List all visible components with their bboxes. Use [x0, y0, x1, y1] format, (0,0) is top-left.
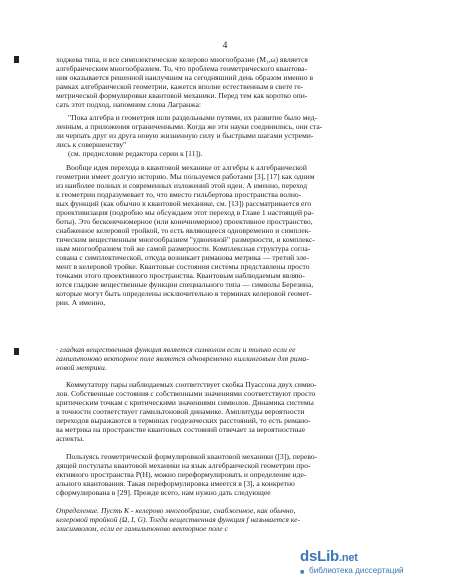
text-line: критическим точкам с критическими значениями символов. Динамика системы	[56, 398, 314, 407]
text-line: мент в келеровой тройке. Квантовые состояния системы представлены просто	[56, 262, 310, 271]
text-line: ются гладкие вещественные функции специального типа — символы Березина,	[56, 280, 314, 289]
text-line: тическим вещественным многообразием "удвоенной" размерности, и комплекс-	[56, 235, 315, 244]
quote-line: ленным, а приложения ограниченными. Когда же эти науки соединились, они ста-	[56, 122, 323, 131]
watermark-subtitle: библиотека диссертаций	[309, 566, 404, 575]
text-line: сована с симплектической, откуда возникает риманова метрика — третий эле-	[56, 253, 309, 262]
quote-line: ли черпать друг из друга новую жизненную силу и быстрыми шагами устреми-	[56, 131, 314, 140]
text-line: ния оказывается решенной наилучшим на сегодняшний день образом именно в	[56, 73, 314, 82]
text-line: ва метрика на пространстве квантовых состояний отвечает за вероятностные	[56, 425, 306, 434]
text-line: аспекты.	[56, 434, 85, 443]
text-line: Вообще идея перехода в квантовой механике от алгебры к алгебраической	[66, 163, 307, 172]
text-line: к геометрии подразумевает то, что вместо гильбертова пространства волно-	[56, 190, 302, 199]
text-line: боты). Это бесконечномерное (или конечномерное) проективное пространство,	[56, 217, 313, 226]
text-line: ным многообразием той же самой размерности. Комплексная структура согла-	[56, 244, 311, 253]
text-line: алгебраическим многообразием. То, что проблема геометрического квантова-	[56, 64, 308, 73]
text-line: проективизация (подробно мы обсуждаем этот переход в Главе 1 настоящей ра-	[56, 208, 314, 217]
text-line: рамках алгебраической геометрии, кажется вполне естественным в свете ге-	[56, 82, 304, 91]
watermark[interactable]	[300, 544, 446, 578]
text-line: точками этого проективного пространства. Квантовым наблюдаемым являю-	[56, 271, 305, 280]
text-line: геометрии имеет долгую историю. Мы пользуемся работами [3], [17] как одним	[56, 172, 315, 181]
text-line: Пользуясь геометрической формулировкой квантовой механики ([3]), перево-	[66, 452, 318, 461]
text-line: которые могут быть определены исключительно в терминах келеровой геомет-	[56, 289, 312, 298]
watermark-logo[interactable]: dsLib.net	[300, 548, 358, 565]
page-number: 4	[222, 41, 228, 51]
text-line: ального квантования. Такая переформулировка имеется в [3], а конкретно	[56, 479, 295, 488]
statement-line: новой метрики.	[56, 363, 107, 372]
text-line: переходов выражаются в терминах геодезических расстояний, то есть римано-	[56, 416, 311, 425]
quote-line: лись к совершенству"	[56, 140, 127, 149]
text-line: Коммутатору пары наблюдаемых соответствует скобка Пуассона двух симво-	[66, 380, 317, 389]
margin-marker	[14, 56, 19, 63]
text-line: ективного пространства P(H), можно переформулировать и определение иде-	[56, 470, 307, 479]
text-line: из наиболее полных и современных изложений этой идеи. А именно, переход	[56, 181, 308, 190]
definition-line: Определение. Пусть K - келерово многообразие, снабженное, как обычно,	[56, 506, 296, 515]
text-line: дящей постулаты квантовой механики на язык алгебраической геометрии про-	[56, 461, 311, 470]
citation-line: (см. предисловие редактора серии к [11]).	[68, 149, 203, 158]
text-line: метрической формулировки квантовой механики. Перед тем как коротко опи-	[56, 91, 308, 100]
text-line: ходжева типа, и все симплектические келерово многообразие (M₁,ω) является	[56, 55, 308, 64]
definition-line: злисимволом, если ее гамильтоново векторное поле с	[56, 524, 228, 533]
margin-marker	[14, 348, 19, 355]
book-icon: ■	[300, 568, 305, 576]
text-line: в точности соответствует гамильтоновой динамике. Амплитуды вероятности	[56, 407, 305, 416]
text-line: вых функций (как обычно в квантовой механике, см. [13]) рассматривается его	[56, 199, 312, 208]
text-line: сать этот подход, напомним слова Лагранжа:	[56, 100, 201, 109]
text-line: сформулирована в [29]. Прежде всего, нам нужно дать следующее	[56, 488, 271, 497]
statement-line: гамильтоново векторное поле является одновременно киллинговым для рима-	[56, 354, 309, 363]
quote-line: "Пока алгебра и геометрия шли раздельными путями, их развитие было мед-	[68, 113, 318, 122]
text-line: снабженное келеровой тройкой, то есть являющееся одновременно и симплек-	[56, 226, 311, 235]
text-line: рии. А именно,	[56, 298, 106, 307]
statement-line: · гладкая вещественная функция является символом если и только если ее	[56, 345, 296, 354]
definition-line: келеровой тройкой (Ω, I, G). Тогда вещественная функция f называется ке-	[56, 515, 301, 524]
text-line: лов. Собственные состояния с собственными значениями соответствуют просто	[56, 389, 316, 398]
